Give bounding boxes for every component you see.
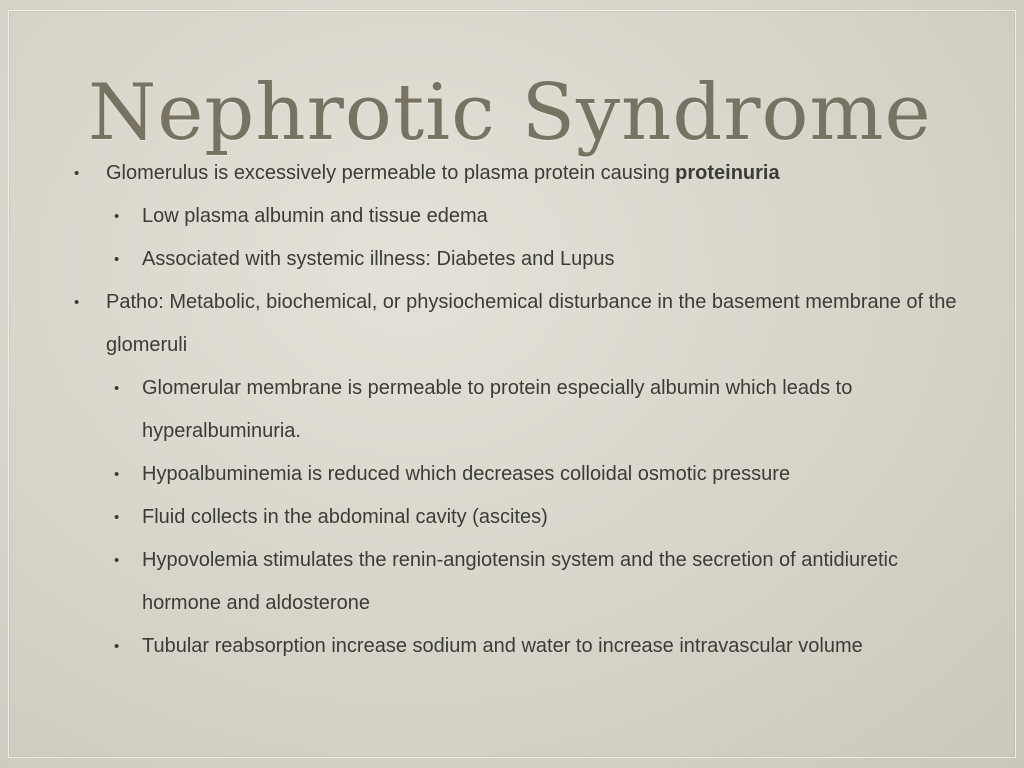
bullet-dot: • bbox=[74, 165, 80, 182]
bullet-text: Glomerulus is excessively permeable to plasma protein causing bbox=[106, 162, 676, 184]
bullet-dot: • bbox=[114, 638, 120, 655]
bullet-text: Patho: Metabolic, biochemical, or physiochemical disturbance in the basement membrane of the glomeruli bbox=[106, 291, 957, 356]
bullet-fluid-collects bbox=[114, 496, 942, 539]
bullet-text: Tubular reabsorption increase sodium and water to increase intravascular volume bbox=[142, 635, 863, 657]
bullet-text: Hypoalbuminemia is reduced which decreases colloidal osmotic pressure bbox=[142, 463, 791, 485]
bullet-text: Fluid collects in the abdominal cavity (ascites) bbox=[142, 506, 548, 528]
bullet-hypoalbuminemia bbox=[114, 453, 942, 496]
bullet-text: Hypovolemia stimulates the renin-angiotensin system and the secretion of antidiuretic hormone and aldosterone bbox=[142, 549, 898, 614]
bullet-dot: • bbox=[74, 294, 80, 311]
bullet-glomerular-membrane bbox=[114, 367, 942, 453]
bullet-text: Low plasma albumin and tissue edema bbox=[142, 205, 488, 227]
slide-title: Nephrotic Syndrome bbox=[88, 68, 932, 158]
bullet-glomerulus-permeable bbox=[74, 152, 966, 195]
bullet-strong-term: proteinuria bbox=[675, 162, 780, 184]
bullet-dot: • bbox=[114, 251, 120, 268]
bullet-dot: • bbox=[114, 208, 120, 225]
bullet-dot: • bbox=[114, 552, 120, 569]
bullet-dot: • bbox=[114, 466, 120, 483]
bullet-text: Glomerular membrane is permeable to protein especially albumin which leads to hyperalbuminuria. bbox=[142, 377, 853, 442]
bullet-hypovolemia bbox=[114, 539, 942, 625]
bullet-dot: • bbox=[114, 380, 120, 397]
bullet-low-plasma-albumin bbox=[114, 195, 942, 238]
bullet-text: Associated with systemic illness: Diabetes and Lupus bbox=[142, 248, 615, 270]
bullet-tubular-reabsorption bbox=[114, 625, 942, 668]
bullet-systemic-illness bbox=[114, 238, 942, 281]
bullet-dot: • bbox=[114, 509, 120, 526]
bullet-patho bbox=[74, 281, 966, 367]
